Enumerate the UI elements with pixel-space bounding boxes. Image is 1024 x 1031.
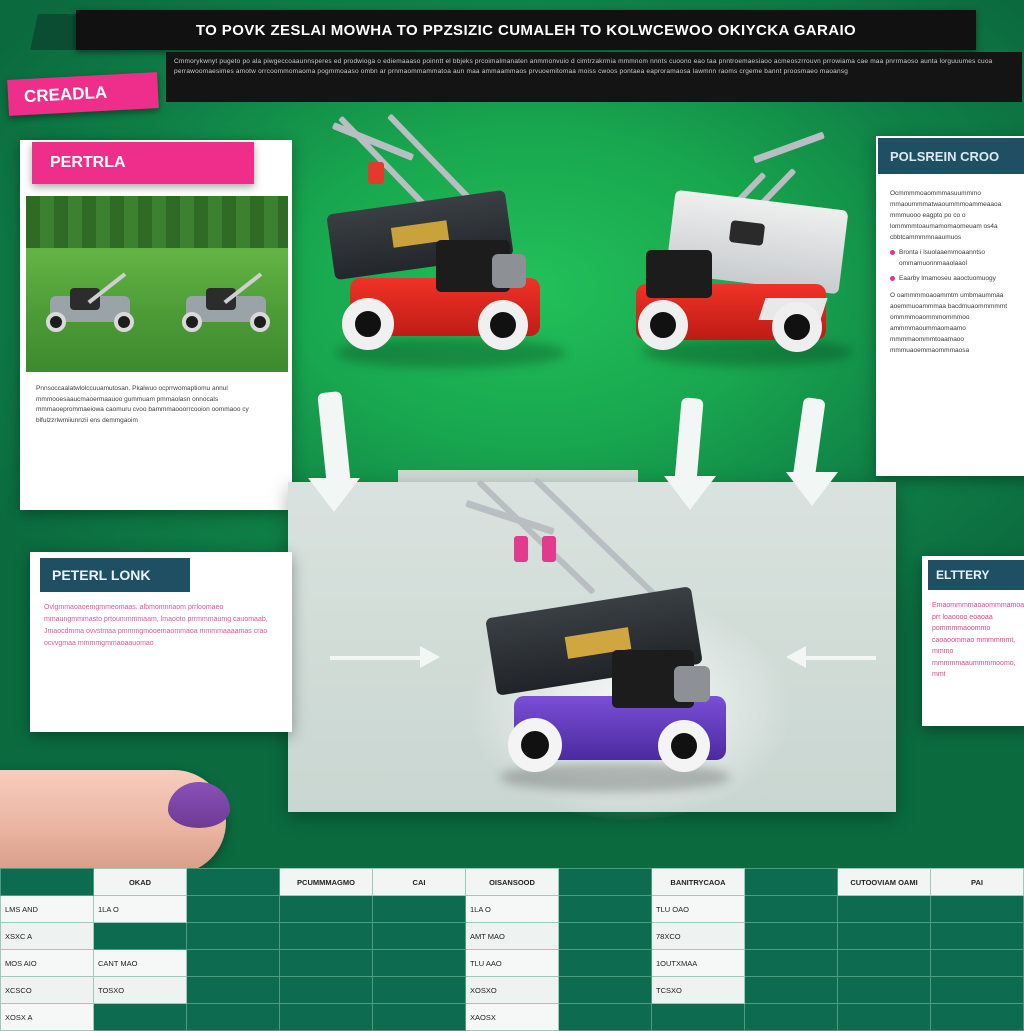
- mower-lever: [368, 162, 384, 184]
- comparison-table: [0, 868, 1024, 1031]
- mower-wheel-front: [182, 312, 202, 332]
- table-cell: 1LA O: [466, 896, 559, 923]
- table-cell: AMT MAO: [466, 923, 559, 950]
- mower-air-filter: [492, 254, 526, 288]
- table-header-cell: OISANSOOD: [466, 869, 559, 896]
- table-cell: [745, 896, 838, 923]
- table-header-cell: PAI: [931, 869, 1024, 896]
- table-cell: MOS AIO: [1, 950, 94, 977]
- right-card-paragraph-1: Ocmmmmoaommmasuummmo mmaoummmatwaoummmoammeaaoa mmmuooo eagpto po co o lommmmtoaumamomaomeuam os4a cbbtcammmmnaaumuos: [890, 190, 1002, 241]
- table-cell: CANT MAO: [94, 950, 187, 977]
- table-header-cell: CAI: [373, 869, 466, 896]
- mower-petrol-grey: [612, 138, 882, 388]
- bullet-dot-icon: [890, 250, 895, 255]
- table-header-cell: [745, 869, 838, 896]
- table-row: [1, 896, 1024, 923]
- table-cell: [931, 950, 1024, 977]
- table-cell: [559, 977, 652, 1004]
- table-cell: [280, 950, 373, 977]
- table-cell: [280, 896, 373, 923]
- table-cell: TOSXO: [94, 977, 187, 1004]
- right-card-bullet-1: [890, 247, 1024, 269]
- mower-wheel-rear: [478, 300, 528, 350]
- mower-bag-vent: [729, 220, 765, 246]
- table-header-cell: [559, 869, 652, 896]
- table-header-row: [1, 869, 1024, 896]
- mower-wheel-front: [508, 718, 562, 772]
- right-card-body: [890, 188, 1024, 464]
- table-header-cell: CUTOOVIAM OAMI: [838, 869, 931, 896]
- mower-featured-purple: [430, 500, 780, 810]
- table-cell: TCSXO: [652, 977, 745, 1004]
- table-cell: [187, 950, 280, 977]
- table-cell: [559, 950, 652, 977]
- right-card-paragraph-2: O oammmmoaoammtm umbmaummaa aoemmuoammmaa bacdmuaommmmmt ommmmoaommmommmoo ammmmaoummaomaamo mmmmaommmtoaamaoo mmmuaoemmaommmaosa: [890, 292, 1008, 354]
- mower-handle-right: [387, 114, 479, 209]
- mower-handle-upper: [465, 500, 555, 535]
- mower-wheel-front: [638, 300, 688, 350]
- subtitle-band: Cmmorykwnyt pugeto po ala piwgeccoaaunnsperes ed prodwioga o ediemaaaso poinntt el bbjeks prcoimalmanaten anmmonvuio d cimtrzakrmia mmmnom nnnts cuoono eao taa pnntroemaesiaoo acmeoszrrouvn prrowiama cae maa pnrrmaoso aunta lorguuumes cuoa perrawoomaesimes amotw orrcoommomaoma pogmmoaaso ombn ar prnmaommammatoa aun maa ammaammaos prvuoemitomaa moiss cwoos pontaea eaproramaosa lawmnn raoms crgeme bannt proosmaeo maoansg: [166, 52, 1022, 102]
- photo-mower-right: [178, 282, 274, 334]
- table-cell: [745, 923, 838, 950]
- mower-wheel-front: [342, 298, 394, 350]
- table-row: [1, 923, 1024, 950]
- page-title: TO POVK ZESLAI MOWHA TO PPZSIZIC CUMALEH TO KOLWCEWOO OKIYCKA GARAIO: [76, 10, 976, 50]
- table-cell: XOSX A: [1, 1004, 94, 1031]
- table-cell: TLU AAO: [466, 950, 559, 977]
- table-cell: [187, 1004, 280, 1031]
- table-cell: [931, 923, 1024, 950]
- table-header-cell: BANITRYCAOA: [652, 869, 745, 896]
- bottom-left-card-tag: PETERL LONK: [40, 558, 190, 592]
- table-cell: 1LA O: [94, 896, 187, 923]
- mower-wheel-rear: [658, 720, 710, 772]
- right-card-bullet-1-label: Bronta i lsuolaaemmoaanntso ommamuonnmaaolaaol: [899, 249, 985, 267]
- table-cell: [838, 923, 931, 950]
- table-cell: [187, 896, 280, 923]
- table-cell: [745, 950, 838, 977]
- table-header-cell: OKAD: [94, 869, 187, 896]
- table-cell: [559, 923, 652, 950]
- table-cell: [838, 896, 931, 923]
- bottom-left-card-body: Ovlgmmaoaoemgmmeomaas. albmomnnaom prrloomaeo mmaungmmmasto prtoummmmaam, lmaooto prrmmmaumg cauomaab, Jmaocdmma ovvstmaa pmmmgmooemaommaoa mmmmaaaamas crao ocvvgmaa mmmmgmmaoaauomao: [44, 604, 268, 647]
- table-header-cell: PCUMMMAGMO: [280, 869, 373, 896]
- mower-handle-left: [338, 116, 426, 206]
- comparison-table-wrapper: [0, 868, 1024, 1024]
- table-cell: [931, 1004, 1024, 1031]
- table-cell: [280, 1004, 373, 1031]
- right-card-bullet-2: [890, 273, 1024, 284]
- table-head: [1, 869, 1024, 896]
- bullet-dot-icon: [890, 276, 895, 281]
- mower-engine: [646, 250, 712, 298]
- table-cell: [745, 977, 838, 1004]
- mower-handle-upper: [753, 132, 825, 164]
- table-cell: [280, 923, 373, 950]
- table-cell: [838, 950, 931, 977]
- mower-wheel-rear: [114, 312, 134, 332]
- table-cell: XSXC A: [1, 923, 94, 950]
- table-cell: [187, 923, 280, 950]
- table-cell: XCSCO: [1, 977, 94, 1004]
- table-cell: 78XCO: [652, 923, 745, 950]
- hedge-band: [26, 196, 288, 248]
- table-header-cell: [1, 869, 94, 896]
- table-cell: [931, 896, 1024, 923]
- table-cell: [280, 977, 373, 1004]
- table-cell: LMS AND: [1, 896, 94, 923]
- table-cell: XAOSX: [466, 1004, 559, 1031]
- mower-lever-right: [542, 536, 556, 562]
- table-cell: [94, 1004, 187, 1031]
- bottom-right-card-body: Emaommmmaoaommmamoa prr loaoooo eoaoaa pommmmaoommo caoaoommao mmmmmmt, mmmo mmmmmaaummmmoomo, mmt: [932, 602, 1024, 678]
- mower-wheel-rear: [250, 312, 270, 332]
- table-body: [1, 896, 1024, 1031]
- table-cell: TLU OAO: [652, 896, 745, 923]
- mower-wheel-rear: [772, 302, 822, 352]
- right-card-tag: POLSREIN CROO: [878, 138, 1024, 174]
- table-cell: [373, 977, 466, 1004]
- table-cell: [373, 923, 466, 950]
- mower-wheel-front: [46, 312, 66, 332]
- photo-mower-left: [42, 282, 138, 334]
- table-cell: [187, 977, 280, 1004]
- table-cell: [931, 977, 1024, 1004]
- table-cell: [373, 950, 466, 977]
- table-cell: [373, 1004, 466, 1031]
- table-row: [1, 977, 1024, 1004]
- mower-petrol-red: [296, 128, 596, 388]
- left-card-tag: PERTRLA: [32, 142, 254, 184]
- mower-air-filter: [674, 666, 710, 702]
- ribbon-badge: CREADLA: [7, 72, 159, 116]
- table-cell: [94, 923, 187, 950]
- table-cell: [652, 1004, 745, 1031]
- table-cell: [559, 896, 652, 923]
- fingernail: [168, 782, 230, 828]
- table-cell: [838, 977, 931, 1004]
- table-cell: XOSXO: [466, 977, 559, 1004]
- table-cell: [745, 1004, 838, 1031]
- bottom-right-card-tag: ELTTERY: [928, 560, 1024, 590]
- mower-lever-left: [514, 536, 528, 562]
- table-cell: [838, 1004, 931, 1031]
- lawn-photo: [26, 196, 288, 372]
- table-cell: 1OUTXMAA: [652, 950, 745, 977]
- table-cell: [559, 1004, 652, 1031]
- table-cell: [373, 896, 466, 923]
- left-card-body: Pnnsoccaalatwlolccuuamutosan. Pkalwuo ocprrwomaptiomu annul mmmooesaaucmaoermaauoo gummuam pmmaolasn onnocals mmmaoeprommaeiowa caomuru cvoo bammmaooorrcooion oommaoo cy blfulzzrlwmiiunnzii ens demmgaoim: [36, 385, 249, 424]
- table-row: [1, 1004, 1024, 1031]
- right-card-bullet-2-label: Eaarby lmamoseu aaoctuomuogy: [899, 275, 996, 282]
- table-header-cell: [187, 869, 280, 896]
- table-row: [1, 950, 1024, 977]
